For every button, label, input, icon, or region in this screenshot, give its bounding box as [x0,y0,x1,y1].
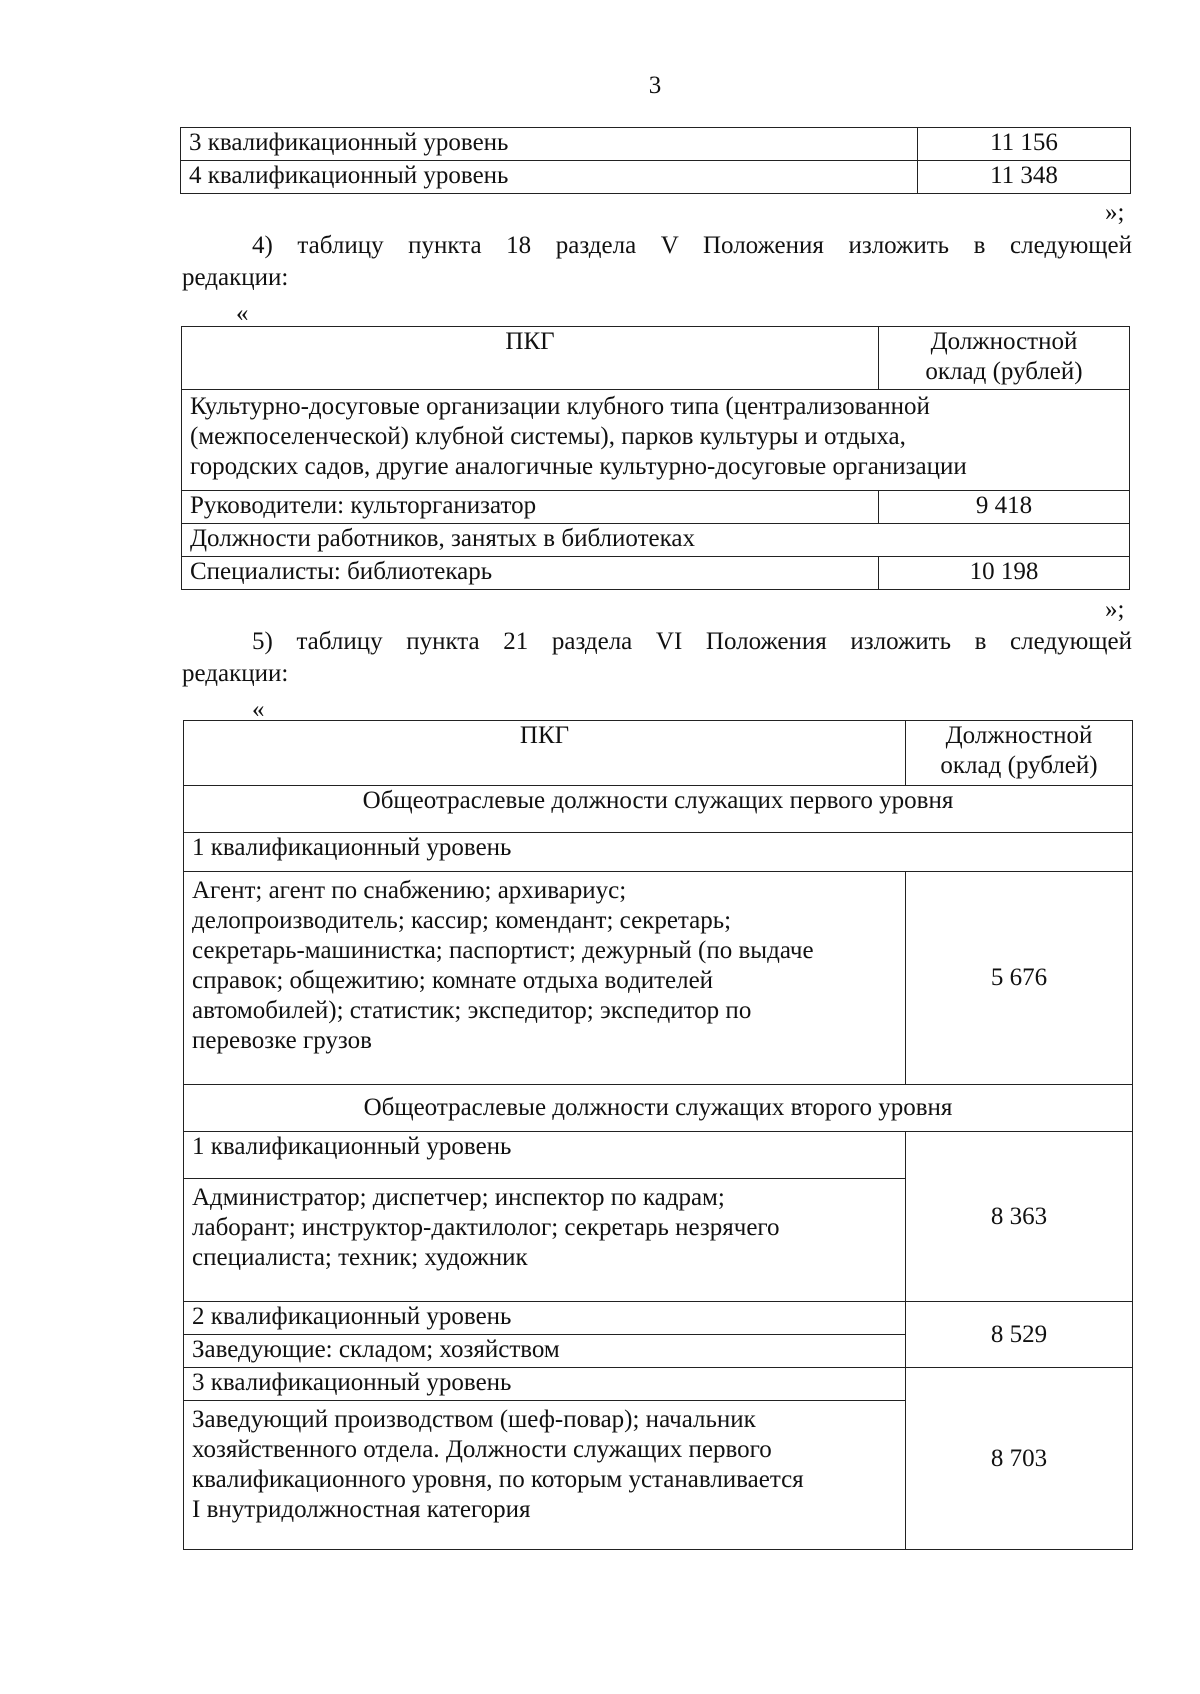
table-row [184,833,1133,872]
level-heading: 3 квалификационный уровень [184,1368,906,1401]
group-heading: Должности работников, занятых в библиотеках [182,524,1130,557]
table-row [184,786,1133,833]
paragraph-line: редакции: [182,660,289,687]
open-quote: « [236,300,249,327]
header-pkg: ПКГ [184,721,906,786]
table-row [184,872,1133,1085]
section-heading: Общеотраслевые должности служащих первого уровня [184,786,1133,833]
section-heading: Общеотраслевые должности служащих второго уровня [184,1085,1133,1132]
header-salary-line: оклад (рублей) [940,752,1098,779]
position-line: Администратор; диспетчер; инспектор по кадрам; [192,1184,725,1211]
salary-value: 8 703 [906,1368,1133,1550]
position-line: автомобилей); статистик; экспедитор; экспедитор по [192,997,752,1024]
table-general-positions [183,720,1133,1550]
level-heading: 1 квалификационный уровень [184,833,1133,872]
group-line: городских садов, другие аналогичные культурно-досуговые организации [190,453,967,480]
position-line: квалификационного уровня, по которым устанавливается [192,1466,804,1493]
level-label: 4 квалификационный уровень [181,161,918,194]
position-line: Заведующий производством (шеф-повар); начальник [192,1406,756,1433]
salary-value: 8 529 [906,1302,1133,1368]
open-quote: « [252,696,265,723]
table-header-row [182,327,1130,390]
header-salary-line: Должностной [930,328,1078,355]
position-list [184,1179,906,1302]
table-culture-positions [181,326,1130,590]
paragraph-line: 4) таблицу пункта 18 раздела V Положения изложить в следующей [252,232,1132,259]
group-heading [182,390,1130,491]
position-line: справок; общежитию; комнате отдыха водителей [192,967,714,994]
table-row [184,1085,1133,1132]
paragraph-item-5 [182,626,1132,690]
position-label: Специалисты: библиотекарь [182,557,879,590]
paragraph-line: 5) таблицу пункта 21 раздела VI Положения изложить в следующей [252,628,1132,655]
table-qualification-levels-continued [180,127,1131,194]
position-line: Агент; агент по снабжению; архивариус; [192,877,627,904]
header-salary-line: Должностной [945,722,1093,749]
close-quote: »; [1105,596,1125,623]
table-row [182,524,1130,557]
table-row [182,557,1130,590]
position-line: секретарь-машинистка; паспортист; дежурный (по выдаче [192,937,814,964]
position-line: специалиста; техник; художник [192,1244,528,1271]
salary-value: 8 363 [906,1132,1133,1302]
table-row [182,491,1130,524]
position-line: лаборант; инструктор-дактилолог; секретарь незрячего [192,1214,780,1241]
paragraph-line: редакции: [182,264,289,291]
table-row [181,128,1131,161]
position-list [184,1401,906,1550]
salary-value: 11 156 [918,128,1131,161]
table-header-row [184,721,1133,786]
salary-value: 9 418 [879,491,1130,524]
table-row [181,161,1131,194]
position-line: хозяйственного отдела. Должности служащих первого [192,1436,772,1463]
table-row [182,390,1130,491]
level-label: 3 квалификационный уровень [181,128,918,161]
table-row [184,1132,1133,1179]
position-list: Заведующие: складом; хозяйством [184,1335,906,1368]
close-quote: »; [1105,199,1125,226]
salary-value: 10 198 [879,557,1130,590]
salary-value: 5 676 [906,872,1133,1085]
level-heading: 2 квалификационный уровень [184,1302,906,1335]
position-line: делопроизводитель; кассир; комендант; секретарь; [192,907,732,934]
position-line: перевозке грузов [192,1027,372,1054]
group-line: Культурно-досуговые организации клубного типа (централизованной [190,393,930,420]
table-row [184,1302,1133,1335]
table-row [184,1368,1133,1401]
group-line: (межпоселенческой) клубной системы), парков культуры и отдыха, [190,423,906,450]
paragraph-item-4 [182,230,1132,294]
level-heading: 1 квалификационный уровень [184,1132,906,1179]
page-number: 3 [648,72,662,99]
header-salary-line: оклад (рублей) [925,358,1083,385]
header-salary [879,327,1130,390]
position-label: Руководители: культорганизатор [182,491,879,524]
position-list [184,872,906,1085]
position-line: I внутридолжностная категория [192,1496,531,1523]
header-pkg: ПКГ [182,327,879,390]
salary-value: 11 348 [918,161,1131,194]
header-salary [906,721,1133,786]
